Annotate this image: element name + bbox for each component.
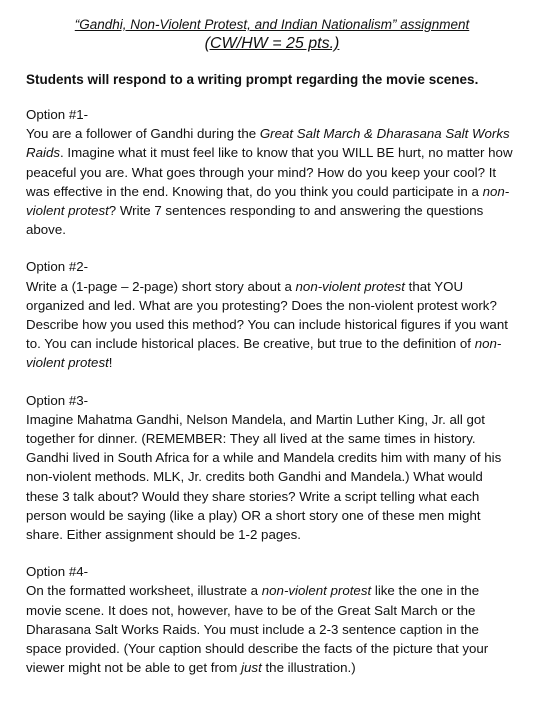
option-1-event-names: Great Salt March & Dharasana Salt Works Raids — [26, 126, 510, 161]
option-2-term: non-violent protest — [26, 336, 502, 371]
points-subtitle: (CW/HW = 25 pts.) — [204, 35, 340, 52]
option-2-term: non-violent protest — [295, 278, 405, 294]
option-1-term: non-violent protest — [26, 183, 510, 219]
option-1-text: You are a follower of Gandhi during the — [26, 126, 260, 142]
option-1 — [26, 105, 518, 239]
option-2-heading: Option #2- — [26, 259, 89, 275]
option-2-text: Write a (1-page – 2-page) short story about a — [26, 278, 296, 294]
page-title: “Gandhi, Non-Violent Protest, and Indian Nationalism” assignment — [74, 17, 470, 32]
option-4-term: non-violent protest — [261, 583, 372, 599]
option-1-heading: Option #1- — [26, 107, 89, 122]
option-4 — [26, 562, 518, 677]
option-3 — [26, 391, 518, 545]
option-1-text: . Imagine what it must feel like to know that you WILL BE hurt, no matter how peaceful you are. What goes through your mind? How do you keep your cool? It was effective in the end. Knowing that, do you think you could participate in a — [26, 145, 513, 199]
option-4-text: On the formatted worksheet, illustrate a — [26, 583, 262, 599]
option-4-heading: Option #4- — [26, 564, 89, 580]
intro-instructions: Students will respond to a writing prompt regarding the movie scenes. — [26, 72, 479, 87]
option-4-text: the illustration.) — [261, 660, 356, 676]
option-1-text: ? Write 7 sentences responding to and answering the questions above. — [26, 203, 484, 238]
option-2 — [26, 257, 518, 372]
option-2-text: ! — [108, 355, 113, 371]
option-4-text: like the one in the movie scene. It does not, however, have to be of the Great Salt March or the Dharasana Salt Works Raids. You must include a 2-3 sentence caption in the space provided. (Your caption should describe the facts of the picture that your viewer might not be able to get from — [26, 583, 489, 676]
option-4-emphasis: just — [241, 660, 262, 676]
option-3-text: Imagine Mahatma Gandhi, Nelson Mandela, and Martin Luther King, Jr. all got together for dinner. (REMEMBER: They all lived at the same times in history. Gandhi lived in South Africa for a while and Mandela credits him with many of his non-violent methods. MLK, Jr. credits both Gandhi and Mandela.) What would these 3 talk about? Would they share stories? Write a script telling what each person would be saying (like a play) OR a short story one of these men might share. Either assignment should be 1-2 pages. — [26, 411, 502, 543]
option-3-heading: Option #3- — [26, 392, 89, 408]
option-2-text: that YOU organized and led. What are you protesting? Does the non-violent protest work? Describe how you used this method? You can include historical figures if you want to. You can include historical places. Be creative, but true to the definition of — [26, 278, 508, 352]
